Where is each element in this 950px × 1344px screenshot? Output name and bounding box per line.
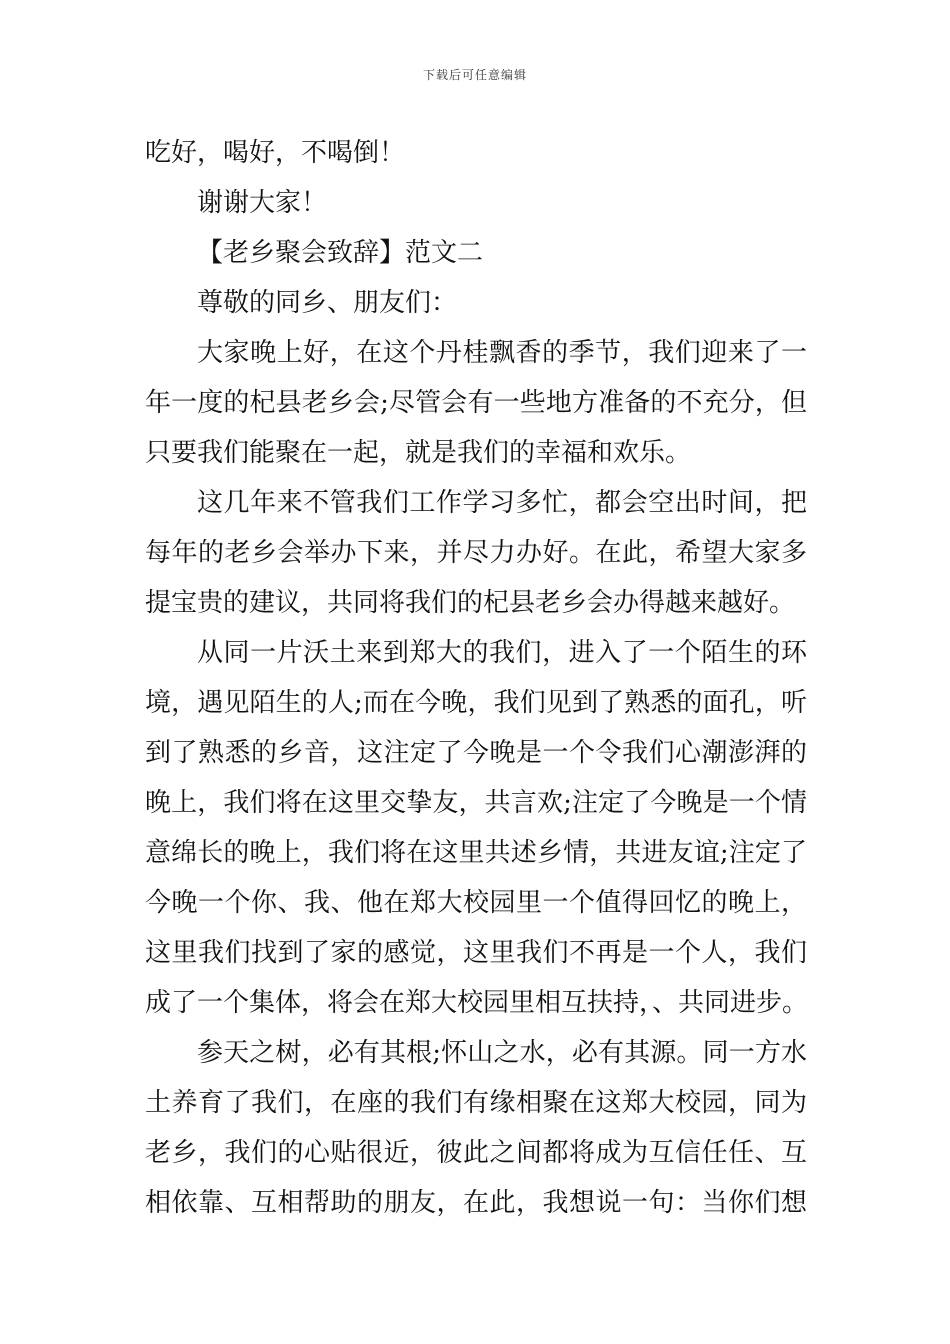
text-line: 谢谢大家！ bbox=[197, 188, 328, 218]
text-line: 只要我们能聚在一起，就是我们的幸福和欢乐。 bbox=[145, 438, 692, 468]
text-line: 老乡，我们的心贴很近，彼此之间都将成为互信任任、互 bbox=[145, 1138, 807, 1168]
text-line: 【老乡聚会致辞】范文二 bbox=[197, 238, 484, 268]
text-line: 今晚一个你、我、他在郑大校园里一个值得回忆的晚上， bbox=[145, 888, 807, 918]
text-line: 这几年来不管我们工作学习多忙，都会空出时间，把 bbox=[197, 488, 807, 518]
text-line: 成了一个集体，将会在郑大校园里相互扶持，、共同进步。 bbox=[145, 988, 809, 1018]
text-line: 境，遇见陌生的人;而在今晚，我们见到了熟悉的面孔，听 bbox=[145, 688, 807, 718]
text-line: 意绵长的晚上，我们将在这里共述乡情，共进友谊;注定了 bbox=[145, 838, 807, 868]
header-note: 下载后可任意编辑 bbox=[422, 68, 527, 82]
text-line: 大家晚上好，在这个丹桂飘香的季节，我们迎来了一 bbox=[197, 338, 807, 368]
text-line: 吃好，喝好，不喝倒！ bbox=[145, 138, 406, 168]
text-line: 晚上，我们将在这里交挚友，共言欢;注定了今晚是一个情 bbox=[145, 788, 807, 818]
text-line: 到了熟悉的乡音，这注定了今晚是一个令我们心潮澎湃的 bbox=[145, 738, 807, 768]
document-body bbox=[145, 128, 807, 1228]
text-line: 这里我们找到了家的感觉，这里我们不再是一个人，我们 bbox=[145, 938, 807, 968]
text-line: 尊敬的同乡、朋友们： bbox=[197, 288, 458, 318]
text-line: 参天之树，必有其根;怀山之水，必有其源。同一方水 bbox=[197, 1038, 807, 1068]
text-line: 土养育了我们，在座的我们有缘相聚在这郑大校园，同为 bbox=[145, 1088, 807, 1118]
text-line: 每年的老乡会举办下来，并尽力办好。在此，希望大家多 bbox=[145, 538, 807, 568]
text-line: 提宝贵的建议，共同将我们的杞县老乡会办得越来越好。 bbox=[145, 588, 796, 618]
text-line: 相依靠、互相帮助的朋友，在此，我想说一句：当你们想 bbox=[145, 1188, 807, 1218]
text-line: 年一度的杞县老乡会;尽管会有一些地方准备的不充分，但 bbox=[145, 388, 807, 418]
text-line: 从同一片沃土来到郑大的我们，进入了一个陌生的环 bbox=[197, 638, 807, 668]
